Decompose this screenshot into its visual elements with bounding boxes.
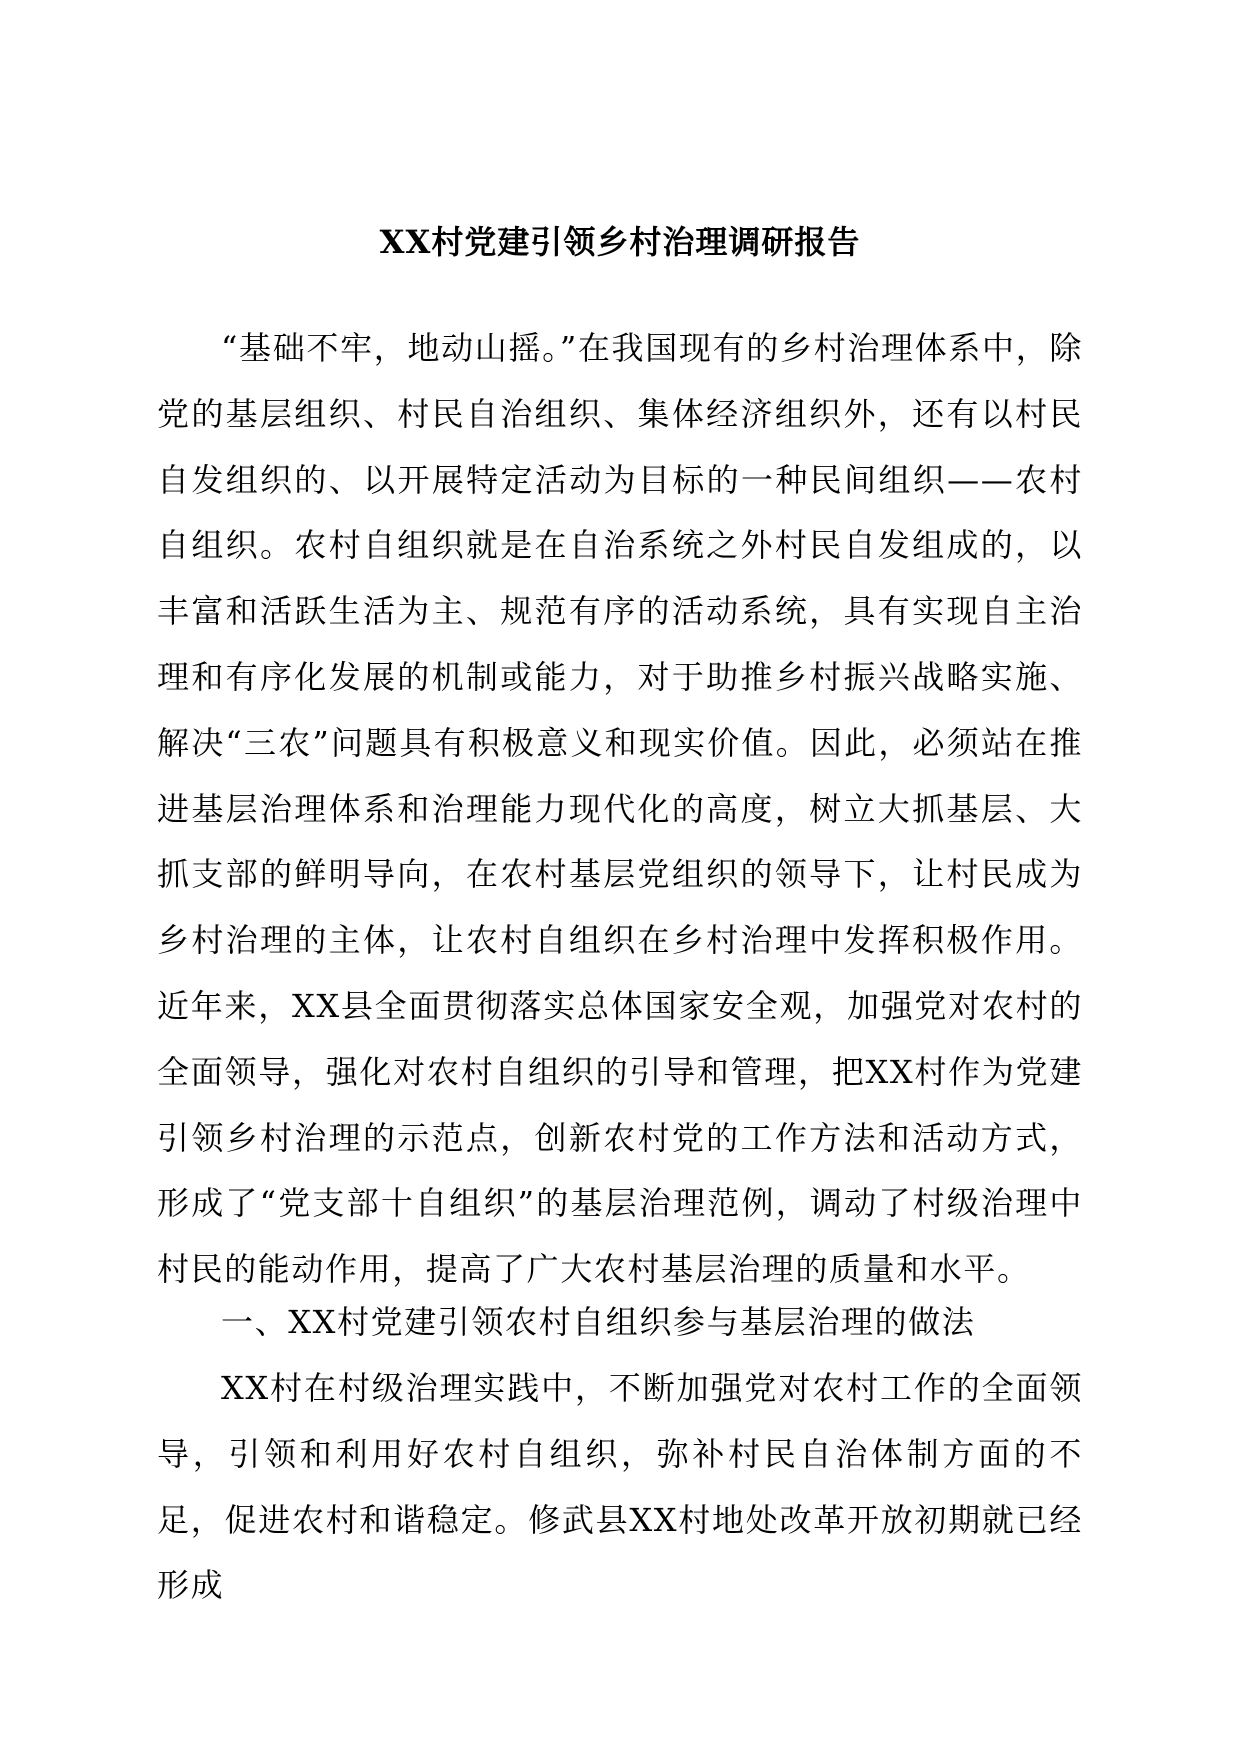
document-title: XX村党建引领乡村治理调研报告	[379, 223, 861, 261]
body-paragraph-intro: “基础不牢，地动山摇。”在我国现有的乡村治理体系中，除党的基层组织、村民自治组织、集体经济组织外，还有以村民自发组织的、以开展特定活动为目标的一种民间组织——农村自组织。农村自组织就是在自治系统之外村民自发组成的，以丰富和活跃生活为主、规范有序的活动系统，具有实现自主治理和有序化发展的机制或能力，对于助推乡村振兴战略实施、解决“三农”问题具有积极意义和现实价值。因此，必须站在推进基层治理体系和治理能力现代化的高度，树立大抓基层、大抓支部的鲜明导向，在农村基层党组织的领导下，让村民成为乡村治理的主体，让农村自组织在乡村治理中发挥积极作用。近年来，XX县全面贯彻落实总体国家安全观，加强党对农村的全面领导，强化对农村自组织的引导和管理，把XX村作为党建引领乡村治理的示范点，创新农村党的工作方法和活动方式，形成了“党支部十自组织”的基层治理范例，调动了村级治理中村民的能动作用，提高了广大农村基层治理的质量和水平。	[157, 329, 1083, 1289]
body-paragraph-practice: XX村在村级治理实践中，不断加强党对农村工作的全面领导，引领和利用好农村自组织，弥补村民自治体制方面的不足，促进农村和谐稳定。修武县XX村地处改革开放初期就已经形成	[157, 1369, 1083, 1605]
section-heading-1: 一、XX村党建引领农村自组织参与基层治理的做法	[221, 1303, 976, 1341]
